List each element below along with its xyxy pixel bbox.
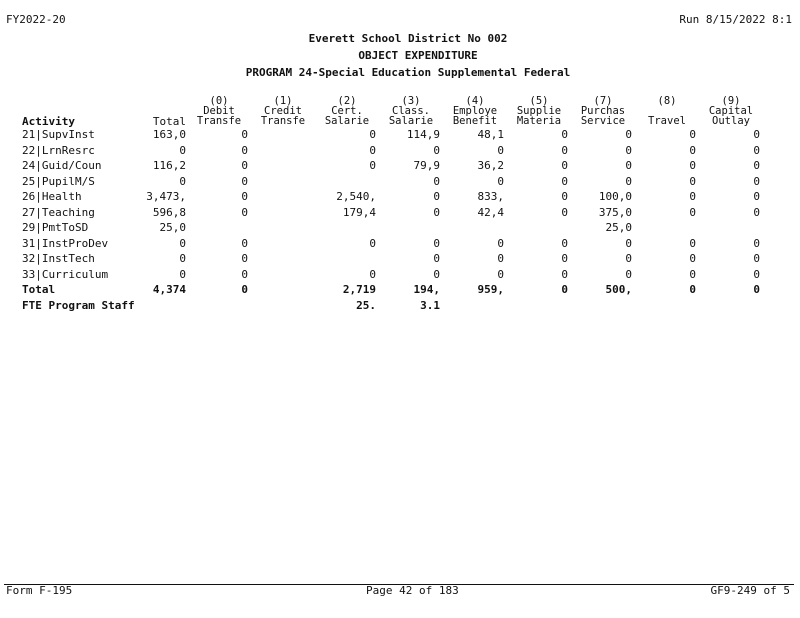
row-activity: 26|Health bbox=[22, 190, 82, 203]
column-label-1: Debit bbox=[203, 106, 235, 117]
fte-row-cell: 25. bbox=[356, 300, 376, 311]
row-total: 0 bbox=[179, 269, 186, 280]
row-cell: 0 bbox=[433, 207, 440, 218]
row-cell: 0 bbox=[689, 129, 696, 140]
grand-total: 4,374 bbox=[152, 284, 186, 295]
row-cell: 0 bbox=[561, 145, 568, 156]
row-cell: 0 bbox=[497, 269, 504, 280]
row-cell: 0 bbox=[753, 145, 760, 156]
row-activity: 32|InstTech bbox=[22, 252, 95, 265]
row-cell: 79,9 bbox=[413, 160, 440, 171]
total-row-cell: 0 bbox=[561, 284, 568, 295]
row-total: 116,2 bbox=[152, 160, 186, 171]
column-label-2: Salarie bbox=[388, 116, 434, 127]
row-cell: 0 bbox=[561, 269, 568, 280]
column-number: (8) bbox=[657, 96, 677, 107]
column-label-2: Salarie bbox=[324, 116, 370, 127]
total-row-label: Total bbox=[22, 283, 56, 296]
row-cell: 0 bbox=[241, 269, 248, 280]
row-cell: 0 bbox=[625, 145, 632, 156]
row-cell: 0 bbox=[753, 129, 760, 140]
column-label-2: Transfe bbox=[196, 116, 242, 127]
row-cell: 0 bbox=[369, 145, 376, 156]
row-cell: 0 bbox=[433, 238, 440, 249]
page-number: Page 42 of 183 bbox=[366, 584, 459, 597]
row-cell: 0 bbox=[433, 269, 440, 280]
column-label-1: Supplie bbox=[516, 106, 562, 117]
row-activity: 25|PupilM/S bbox=[22, 175, 95, 188]
row-cell: 0 bbox=[753, 160, 760, 171]
row-cell: 0 bbox=[753, 191, 760, 202]
fte-row-cell: 3.1 bbox=[420, 300, 440, 311]
row-total: 0 bbox=[179, 253, 186, 264]
row-total: 163,0 bbox=[152, 129, 186, 140]
row-cell: 0 bbox=[561, 238, 568, 249]
row-cell: 0 bbox=[625, 269, 632, 280]
row-cell: 0 bbox=[625, 129, 632, 140]
row-cell: 0 bbox=[625, 253, 632, 264]
row-cell: 0 bbox=[753, 207, 760, 218]
row-cell: 0 bbox=[561, 160, 568, 171]
row-cell: 0 bbox=[625, 160, 632, 171]
row-cell: 0 bbox=[753, 269, 760, 280]
row-cell: 42,4 bbox=[477, 207, 504, 218]
row-cell: 0 bbox=[241, 238, 248, 249]
row-cell: 0 bbox=[497, 253, 504, 264]
row-cell: 0 bbox=[241, 253, 248, 264]
activity-header: Activity bbox=[22, 115, 75, 128]
column-label-2: Transfe bbox=[260, 116, 306, 127]
row-cell: 0 bbox=[625, 238, 632, 249]
row-activity: 29|PmtToSD bbox=[22, 221, 89, 234]
district-title: Everett School District No 002 bbox=[308, 32, 508, 45]
row-cell: 0 bbox=[625, 176, 632, 187]
row-total: 596,8 bbox=[152, 207, 186, 218]
row-activity: 27|Teaching bbox=[22, 206, 95, 219]
column-number: (7) bbox=[593, 96, 613, 107]
fte-row-label: FTE Program Staff bbox=[22, 299, 135, 312]
total-row-cell: 0 bbox=[241, 284, 248, 295]
row-cell: 0 bbox=[369, 129, 376, 140]
row-cell: 0 bbox=[689, 176, 696, 187]
column-number: (9) bbox=[721, 96, 741, 107]
row-activity: 33|Curriculum bbox=[22, 268, 109, 281]
row-cell: 114,9 bbox=[406, 129, 440, 140]
total-row-cell: 2,719 bbox=[342, 284, 376, 295]
column-label-2: Materia bbox=[516, 116, 562, 127]
total-row-cell: 0 bbox=[689, 284, 696, 295]
row-cell: 0 bbox=[433, 253, 440, 264]
row-total: 3,473, bbox=[146, 191, 186, 202]
column-label-1: Purchas bbox=[580, 106, 626, 117]
row-cell: 0 bbox=[753, 253, 760, 264]
row-cell: 0 bbox=[689, 207, 696, 218]
row-cell: 0 bbox=[561, 207, 568, 218]
row-cell: 833, bbox=[477, 191, 504, 202]
column-label-1: Capital bbox=[708, 106, 754, 117]
column-label-2: Benefit bbox=[452, 116, 498, 127]
column-label-1: Cert. bbox=[331, 106, 363, 117]
row-cell: 0 bbox=[241, 176, 248, 187]
row-cell: 0 bbox=[689, 253, 696, 264]
form-id: Form F-195 bbox=[6, 584, 73, 597]
column-number: (4) bbox=[465, 96, 485, 107]
row-cell: 0 bbox=[561, 129, 568, 140]
row-cell: 0 bbox=[241, 160, 248, 171]
row-cell: 0 bbox=[689, 191, 696, 202]
row-cell: 0 bbox=[753, 176, 760, 187]
total-row-cell: 0 bbox=[753, 284, 760, 295]
row-cell: 0 bbox=[369, 160, 376, 171]
column-label-1: Class. bbox=[392, 106, 430, 117]
column-label-2: Outlay bbox=[712, 116, 750, 127]
row-cell: 0 bbox=[753, 238, 760, 249]
row-cell: 0 bbox=[497, 145, 504, 156]
row-cell: 0 bbox=[561, 253, 568, 264]
row-cell: 48,1 bbox=[477, 129, 504, 140]
column-number: (3) bbox=[401, 96, 421, 107]
program-title: PROGRAM 24-Special Education Supplemental Federal bbox=[245, 66, 571, 79]
row-cell: 25,0 bbox=[605, 222, 632, 233]
row-cell: 0 bbox=[497, 238, 504, 249]
row-total: 0 bbox=[179, 176, 186, 187]
column-number: (5) bbox=[529, 96, 549, 107]
run-stamp: Run 8/15/2022 8:1 bbox=[679, 13, 792, 26]
column-number: (1) bbox=[273, 96, 293, 107]
fiscal-year: FY2022-20 bbox=[6, 13, 66, 26]
column-label-2: Travel bbox=[648, 116, 686, 127]
row-cell: 0 bbox=[689, 269, 696, 280]
row-cell: 0 bbox=[433, 176, 440, 187]
row-cell: 0 bbox=[369, 238, 376, 249]
total-row-cell: 959, bbox=[477, 284, 504, 295]
column-number: (2) bbox=[337, 96, 357, 107]
row-cell: 0 bbox=[689, 160, 696, 171]
row-activity: 22|LrnResrc bbox=[22, 144, 95, 157]
column-label-1: Credit bbox=[264, 106, 302, 117]
row-cell: 0 bbox=[689, 238, 696, 249]
report-title: OBJECT EXPENDITURE bbox=[358, 49, 478, 62]
row-activity: 31|InstProDev bbox=[22, 237, 109, 250]
row-cell: 375,0 bbox=[598, 207, 632, 218]
row-activity: 24|Guid/Coun bbox=[22, 159, 102, 172]
total-header: Total bbox=[152, 116, 186, 127]
row-cell: 0 bbox=[369, 269, 376, 280]
row-cell: 0 bbox=[433, 145, 440, 156]
row-cell: 2,540, bbox=[336, 191, 376, 202]
row-cell: 0 bbox=[241, 129, 248, 140]
row-cell: 0 bbox=[561, 176, 568, 187]
row-cell: 100,0 bbox=[598, 191, 632, 202]
row-cell: 0 bbox=[241, 207, 248, 218]
row-activity: 21|SupvInst bbox=[22, 128, 95, 141]
row-cell: 0 bbox=[241, 191, 248, 202]
row-total: 25,0 bbox=[159, 222, 186, 233]
row-cell: 0 bbox=[689, 145, 696, 156]
row-cell: 0 bbox=[561, 191, 568, 202]
total-row-cell: 500, bbox=[605, 284, 632, 295]
row-cell: 0 bbox=[497, 176, 504, 187]
row-cell: 36,2 bbox=[477, 160, 504, 171]
row-cell: 179,4 bbox=[342, 207, 376, 218]
row-cell: 0 bbox=[433, 191, 440, 202]
form-code: GF9-249 of 5 bbox=[710, 584, 790, 597]
row-total: 0 bbox=[179, 238, 186, 249]
row-cell: 0 bbox=[241, 145, 248, 156]
total-row-cell: 194, bbox=[413, 284, 440, 295]
column-label-1: Employe bbox=[452, 106, 498, 117]
row-total: 0 bbox=[179, 145, 186, 156]
column-number: (0) bbox=[209, 96, 229, 107]
column-label-2: Service bbox=[580, 116, 626, 127]
